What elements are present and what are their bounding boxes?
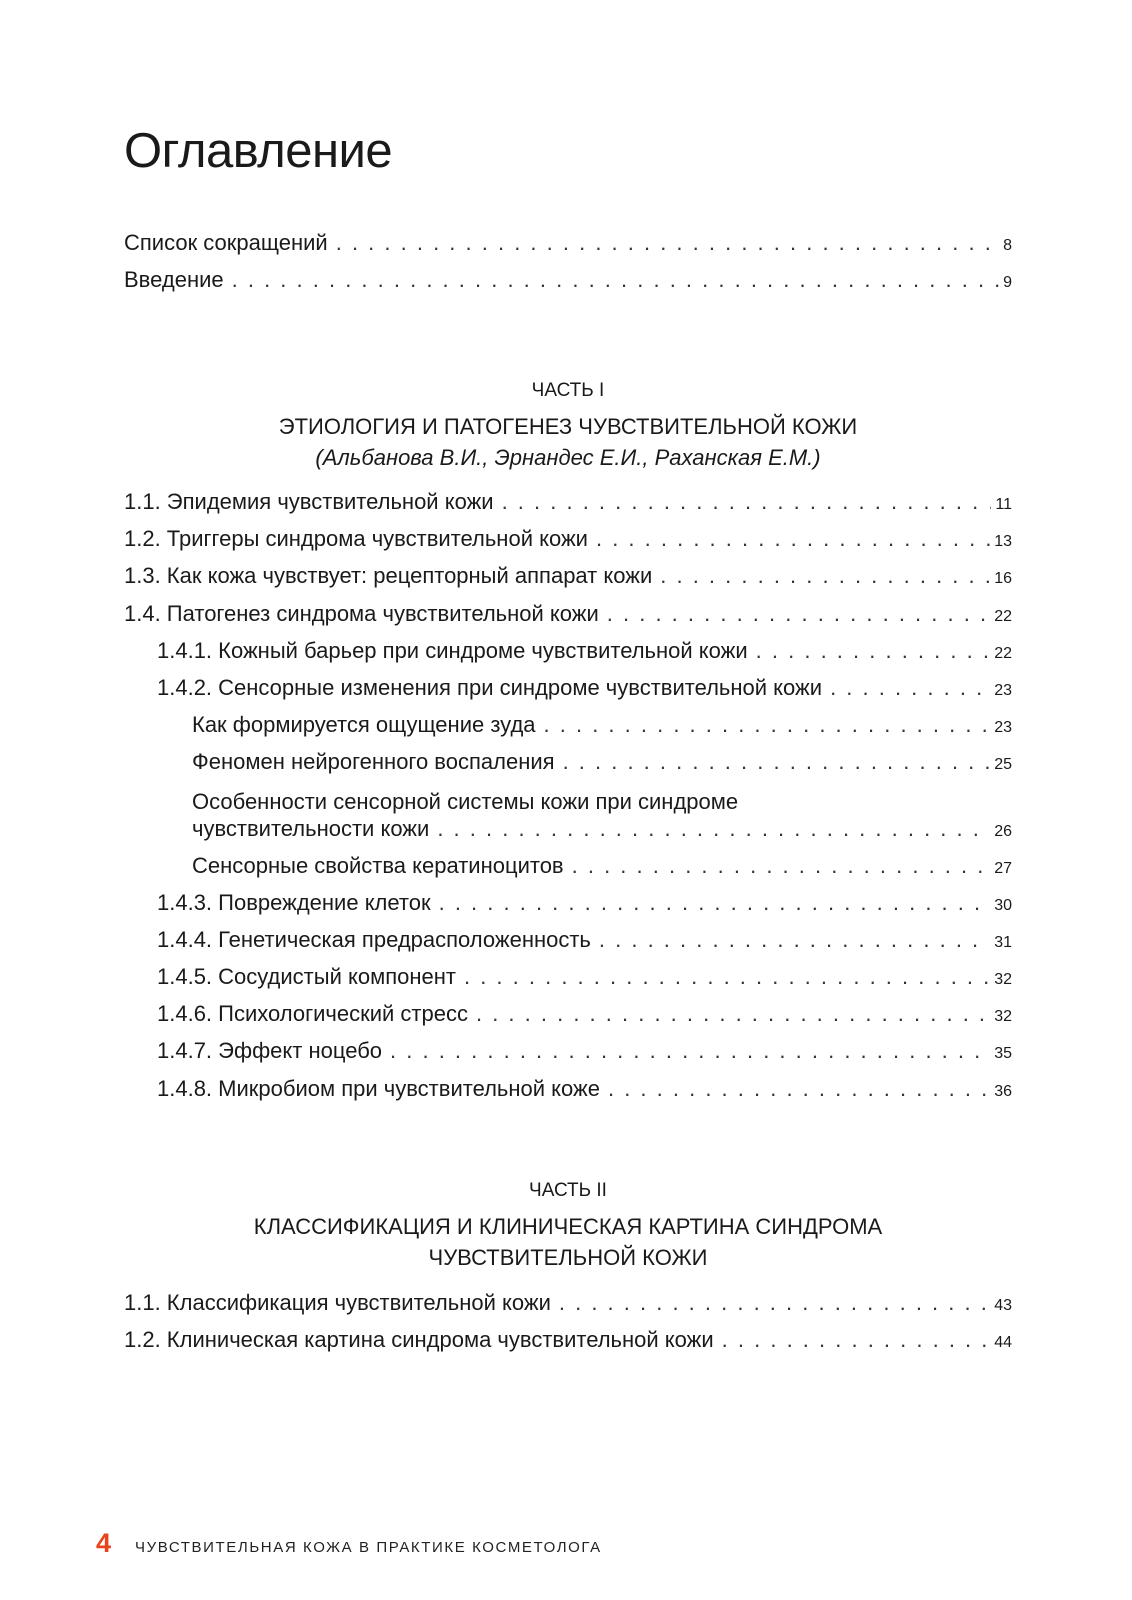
dot-leader: [607, 601, 990, 627]
footer-book-title: ЧУВСТВИТЕЛЬНАЯ КОЖА В ПРАКТИКЕ КОСМЕТОЛОГА: [135, 1539, 602, 1556]
toc-entry-text: 1.2. Клиническая картина синдрома чувствительной кожи: [124, 1327, 714, 1353]
toc-entry-page: 31: [994, 933, 1012, 951]
toc-entry[interactable]: [124, 749, 1012, 786]
toc-entry-text: Как формируется ощущение зуда: [192, 712, 536, 738]
toc-entry-text: Список сокращений: [124, 230, 328, 255]
toc-entry[interactable]: [124, 1290, 1012, 1327]
toc-entry-page: 26: [994, 822, 1012, 840]
toc-entry-text: Введение: [124, 267, 224, 293]
toc-entry-page: 44: [994, 1334, 1012, 1352]
toc-entry-page: 22: [994, 644, 1012, 662]
toc-entry-page: 11: [995, 496, 1012, 513]
toc-entry-continuation: [192, 816, 1012, 853]
toc-entry-page: 27: [994, 859, 1012, 877]
toc-part1: [124, 489, 1012, 1113]
toc-entry-page: 16: [994, 570, 1012, 588]
toc-entry[interactable]: [124, 853, 1012, 890]
dot-leader: [608, 1076, 990, 1102]
toc-entry-text: 1.2. Триггеры синдрома чувствительной кожи: [124, 526, 588, 552]
toc-entry[interactable]: [124, 526, 1012, 563]
toc-entry[interactable]: [124, 563, 1012, 600]
toc-entry-page: 23: [994, 719, 1012, 737]
toc-entry[interactable]: [124, 1076, 1012, 1113]
toc-entry-page: 36: [994, 1082, 1012, 1100]
page-footer: [96, 1528, 602, 1559]
toc-entry[interactable]: [124, 675, 1012, 712]
toc-entry-introduction[interactable]: [124, 267, 1012, 304]
toc-entry[interactable]: [124, 601, 1012, 638]
dot-leader: [336, 230, 999, 256]
dot-leader: [599, 927, 990, 953]
toc-entry-page: 32: [994, 971, 1012, 989]
toc-entry-page: 13: [994, 533, 1012, 551]
dot-leader: [830, 675, 990, 701]
toc-entry-text: Феномен нейрогенного воспаления: [192, 749, 555, 775]
part2-title-line1: КЛАССИФИКАЦИЯ И КЛИНИЧЕСКАЯ КАРТИНА СИНДРОМА: [253, 1213, 883, 1239]
toc-entry-page: 32: [994, 1008, 1012, 1026]
toc-entry-page: 25: [994, 756, 1012, 774]
toc-entry-page: 43: [994, 1297, 1012, 1314]
toc-entry-text: 1.4.3. Повреждение клеток: [157, 889, 431, 915]
toc-entry-text: Особенности сенсорной системы кожи при синдроме: [192, 788, 739, 814]
dot-leader: [722, 1327, 991, 1353]
part1-authors: (Альбанова В.И., Эрнандес Е.И., Раханская Е.М.): [315, 444, 821, 470]
toc-entry-text: Сенсорные свойства кератиноцитов: [192, 852, 564, 878]
part1-label: ЧАСТЬ I: [531, 380, 605, 401]
dot-leader: [544, 712, 991, 738]
toc-entry[interactable]: [124, 712, 1012, 749]
toc-entry-text: 1.4.5. Сосудистый компонент: [157, 964, 456, 990]
dot-leader: [559, 1290, 990, 1316]
toc-entry[interactable]: [124, 638, 1012, 675]
dot-leader: [439, 890, 991, 916]
page-title: Оглавление: [124, 124, 393, 178]
footer-page-number: 4: [96, 1528, 112, 1558]
toc-entry-text: 1.4.4. Генетическая предрасположенность: [157, 926, 591, 952]
dot-leader: [563, 749, 991, 775]
toc-entry[interactable]: [124, 1038, 1012, 1075]
dot-leader: [572, 853, 991, 879]
toc-entry-text: 1.4.6. Психологический стресс: [157, 1001, 468, 1027]
toc-entry-text: 1.4. Патогенез синдрома чувствительной кожи: [124, 600, 599, 626]
toc-entry[interactable]: [124, 1327, 1012, 1364]
dot-leader: [476, 1001, 990, 1027]
toc-entry-page: 9: [1003, 274, 1012, 292]
toc-entry-page: 22: [994, 607, 1012, 625]
part1-title: ЭТИОЛОГИЯ И ПАТОГЕНЕЗ ЧУВСТВИТЕЛЬНОЙ КОЖИ: [278, 413, 858, 439]
dot-leader: [232, 267, 999, 293]
toc-entry-multiline[interactable]: [124, 787, 1012, 853]
toc-entry-text: 1.3. Как кожа чувствует: рецепторный аппарат кожи: [124, 563, 653, 589]
toc-part2: [124, 1290, 1012, 1364]
part1-heading: [124, 380, 1012, 473]
toc-entry-text: чувствительности кожи: [192, 815, 430, 841]
toc-entry[interactable]: [124, 489, 1012, 526]
toc-entry-page: 30: [994, 896, 1012, 914]
toc-entry-text: 1.1. Эпидемия чувствительной кожи: [124, 489, 494, 514]
dot-leader: [390, 1038, 990, 1064]
toc-entry-page: 35: [994, 1045, 1012, 1063]
dot-leader: [464, 964, 990, 990]
toc-entry-text: 1.4.7. Эффект ноцебо: [157, 1038, 383, 1064]
toc-entry[interactable]: [124, 1001, 1012, 1038]
part2-label: ЧАСТЬ II: [529, 1180, 607, 1201]
part2-title-line2: ЧУВСТВИТЕЛЬНОЙ КОЖИ: [428, 1244, 708, 1270]
dot-leader: [596, 526, 990, 552]
toc-entry-text: 1.4.1. Кожный барьер при синдроме чувствительной кожи: [157, 637, 748, 663]
toc-entry[interactable]: [124, 964, 1012, 1001]
dot-leader: [502, 489, 992, 515]
toc-entry-abbreviations[interactable]: [124, 230, 1012, 267]
toc-intro: [124, 230, 1012, 304]
part2-heading: [124, 1180, 1012, 1273]
dot-leader: [437, 816, 990, 842]
toc-entry-page: 23: [994, 681, 1012, 699]
dot-leader: [756, 638, 991, 664]
toc-entry-text: 1.4.8. Микробиом при чувствительной коже: [157, 1075, 600, 1101]
toc-entry-text: 1.4.2. Сенсорные изменения при синдроме чувствительной кожи: [157, 674, 823, 700]
toc-entry[interactable]: [124, 890, 1012, 927]
dot-leader: [660, 563, 990, 589]
toc-entry-text: 1.1. Классификация чувствительной кожи: [124, 1290, 551, 1315]
toc-entry[interactable]: [124, 927, 1012, 964]
toc-entry-page: 8: [1003, 237, 1012, 254]
